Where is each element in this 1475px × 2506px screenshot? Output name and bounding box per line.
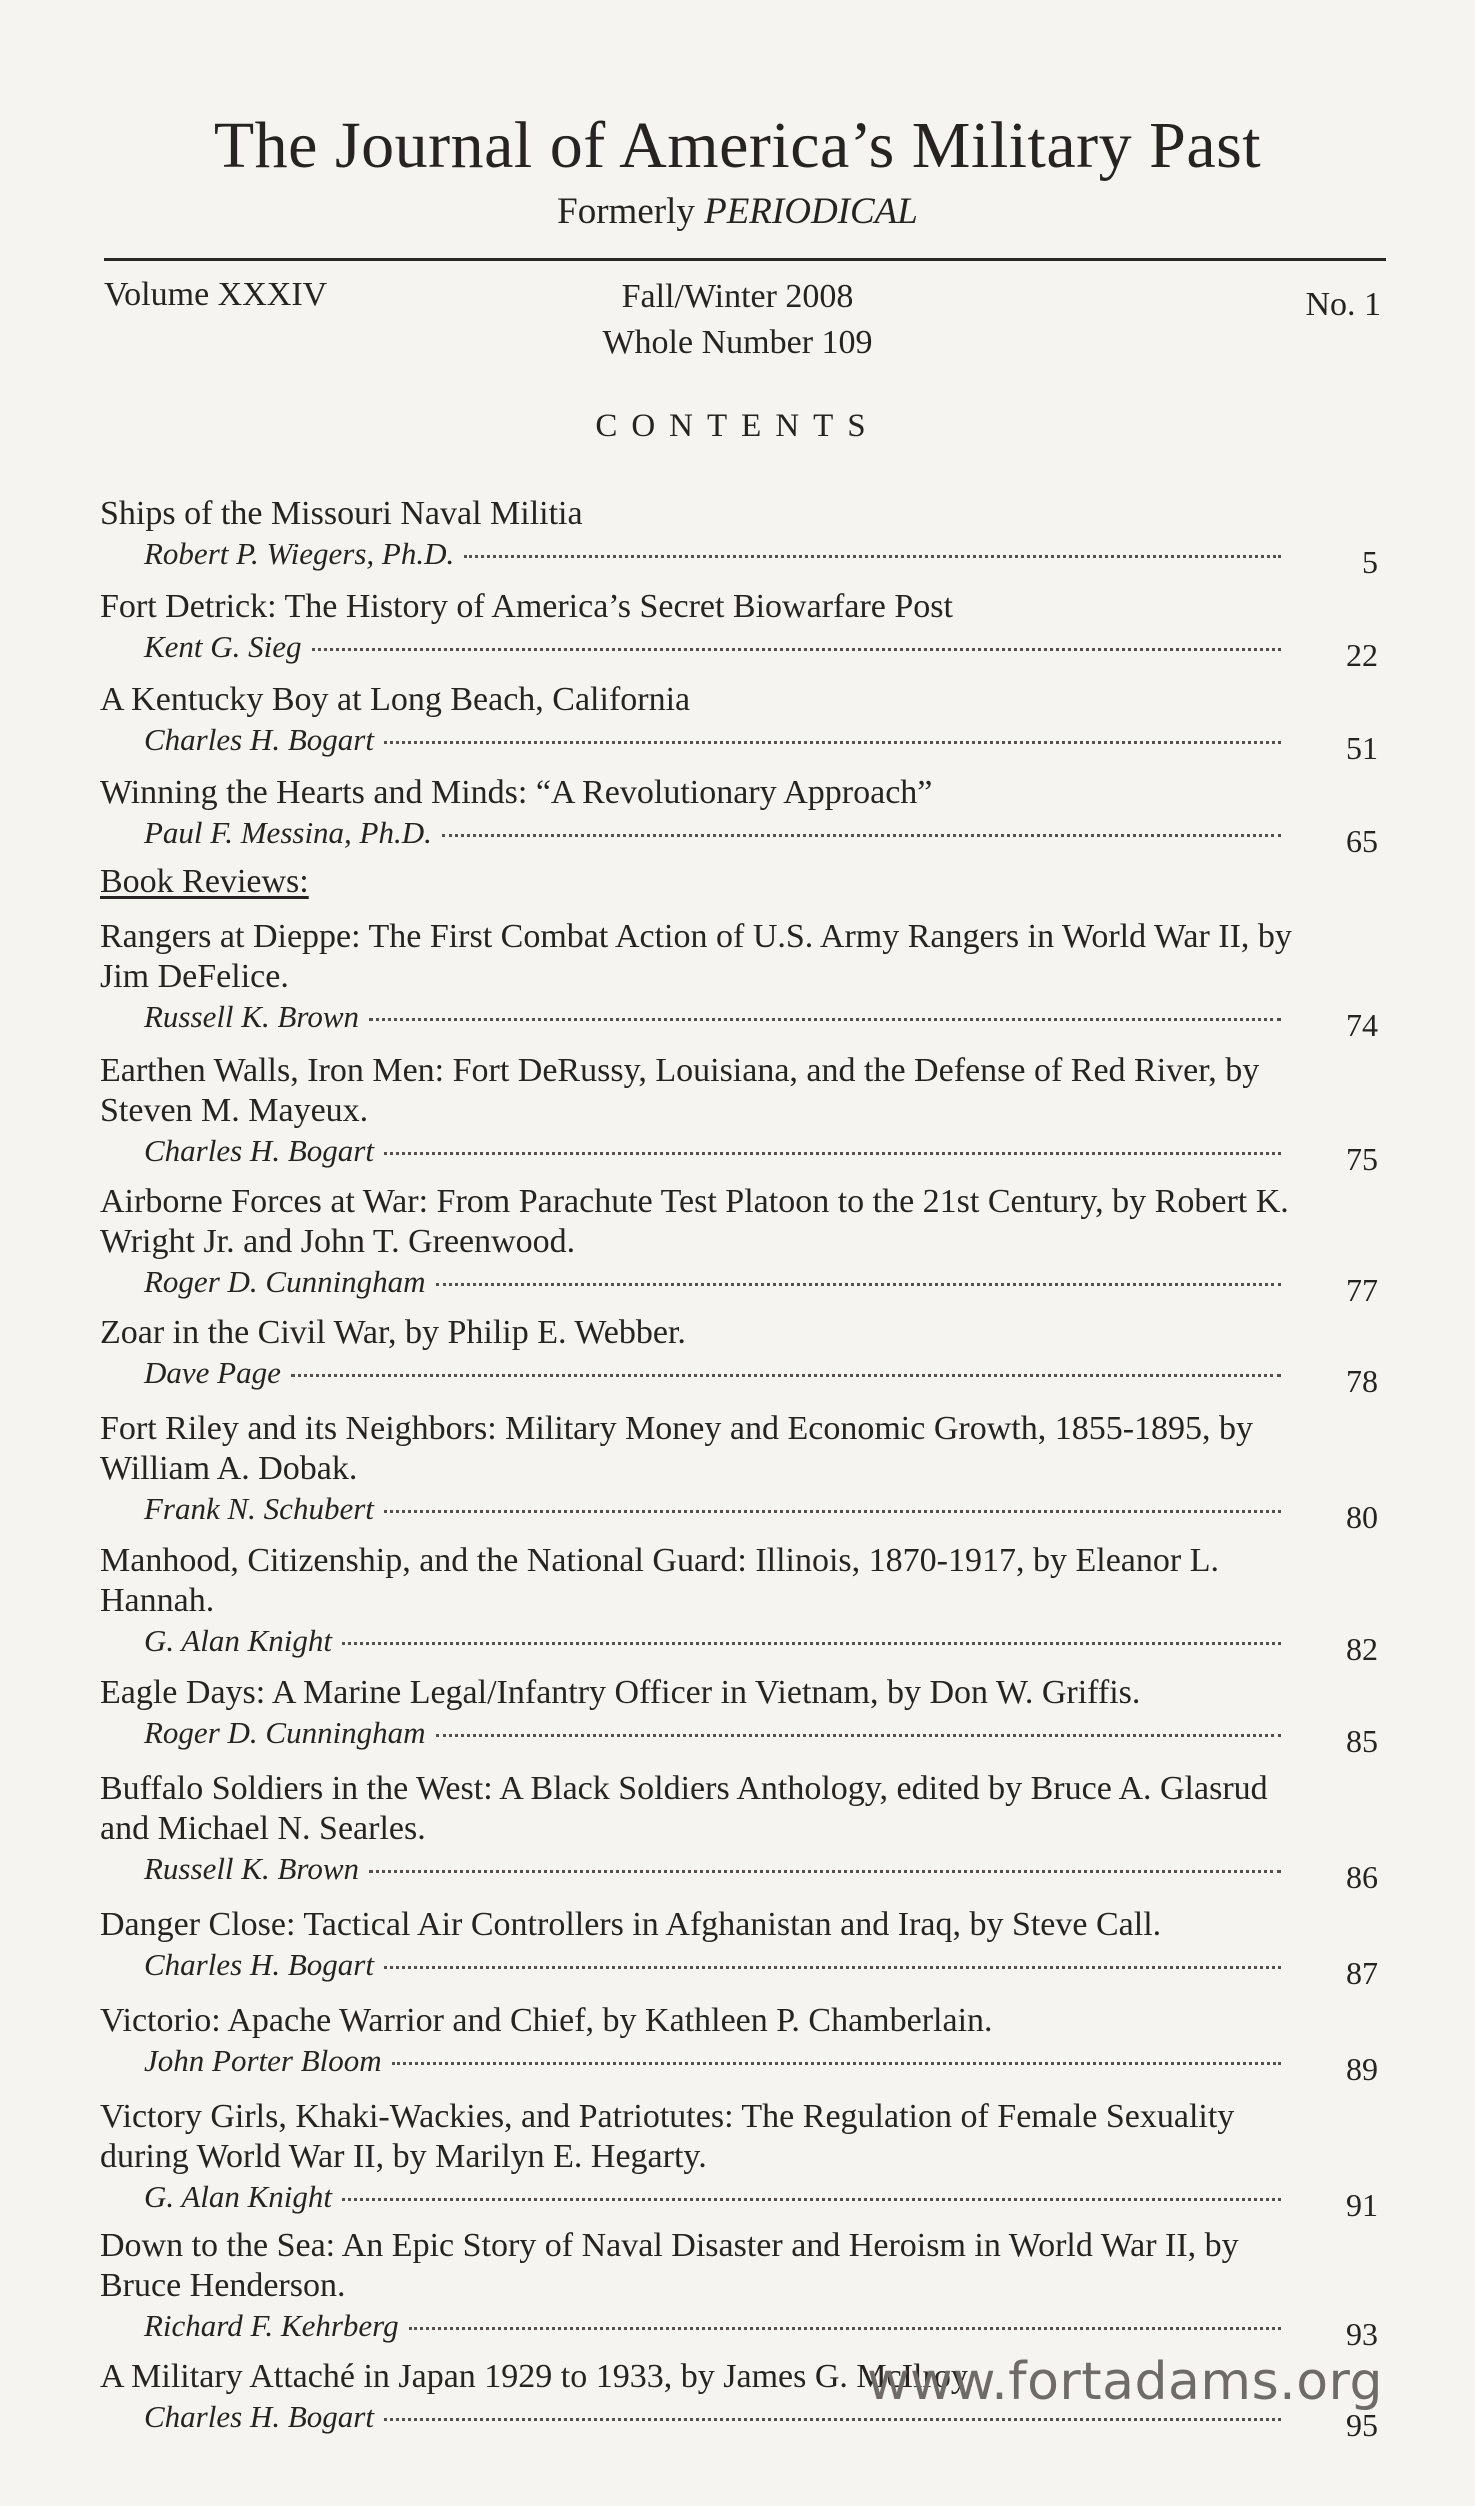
website-watermark: www.fortadams.org bbox=[866, 2352, 1383, 2412]
entry-author: Dave Page bbox=[144, 1355, 281, 1390]
entry-page-number: 65 bbox=[1346, 823, 1378, 859]
entry-page-number: 77 bbox=[1346, 1272, 1378, 1308]
entry-page-number: 85 bbox=[1346, 1723, 1378, 1759]
entry-title: Victorio: Apache Warrior and Chief, by Kathleen P. Chamberlain. bbox=[100, 2002, 993, 2039]
dot-leader bbox=[384, 1152, 1281, 1155]
entry-page-number: 91 bbox=[1346, 2187, 1378, 2223]
entry-title: A Kentucky Boy at Long Beach, California bbox=[100, 681, 691, 718]
toc-entry bbox=[100, 2097, 1390, 2223]
entry-title: Rangers at Dieppe: The First Combat Action of U.S. Army Rangers in World War II, by Jim DeFelice. bbox=[100, 918, 1292, 995]
issue-number: No. 1 bbox=[1305, 286, 1381, 323]
entry-page-number: 86 bbox=[1346, 1859, 1378, 1895]
entry-author: Russell K. Brown bbox=[144, 1851, 360, 1886]
entry-author: Charles H. Bogart bbox=[144, 1133, 374, 1168]
entry-page-number: 51 bbox=[1346, 730, 1378, 766]
toc-entry bbox=[100, 2001, 1390, 2087]
entry-title: Danger Close: Tactical Air Controllers in Afghanistan and Iraq, by Steve Call. bbox=[100, 1906, 1162, 1943]
dot-leader bbox=[312, 648, 1281, 651]
subtitle-former-name: PERIODICAL bbox=[704, 191, 918, 232]
entry-page-number: 82 bbox=[1346, 1631, 1378, 1667]
entry-page-number: 5 bbox=[1362, 544, 1378, 580]
entry-author: Kent G. Sieg bbox=[144, 629, 302, 664]
entry-author: Roger D. Cunningham bbox=[144, 1715, 426, 1750]
entry-page-number: 74 bbox=[1346, 1007, 1378, 1043]
entry-title: Fort Riley and its Neighbors: Military Money and Economic Growth, 1855-1895, by William A. Dobak. bbox=[100, 1410, 1254, 1487]
dot-leader bbox=[436, 1283, 1281, 1286]
toc-entry bbox=[100, 1673, 1390, 1759]
entry-title: Down to the Sea: An Epic Story of Naval Disaster and Heroism in World War II, by Bruce Henderson. bbox=[100, 2227, 1239, 2304]
entry-page-number: 80 bbox=[1346, 1499, 1378, 1535]
entry-title: A Military Attaché in Japan 1929 to 1933, by James G. McIlroy. bbox=[100, 2358, 975, 2395]
entry-page-number: 89 bbox=[1346, 2051, 1378, 2087]
dot-leader bbox=[384, 1510, 1281, 1513]
toc-entry bbox=[100, 1051, 1390, 1177]
entry-title: Zoar in the Civil War, by Philip E. Webber. bbox=[100, 1314, 686, 1351]
entry-author: G. Alan Knight bbox=[144, 2179, 333, 2214]
dot-leader bbox=[409, 2327, 1281, 2330]
entry-title: Buffalo Soldiers in the West: A Black Soldiers Anthology, edited by Bruce A. Glasrud and Michael N. Searles. bbox=[100, 1770, 1268, 1847]
dot-leader bbox=[442, 834, 1281, 837]
entry-author: John Porter Bloom bbox=[144, 2043, 382, 2078]
entry-title: Eagle Days: A Marine Legal/Infantry Officer in Vietnam, by Don W. Griffis. bbox=[100, 1674, 1141, 1711]
toc-entry bbox=[100, 1905, 1390, 1991]
toc-entry bbox=[100, 1409, 1390, 1535]
dot-leader bbox=[436, 1734, 1281, 1737]
dot-leader bbox=[464, 555, 1281, 558]
toc-entry bbox=[100, 587, 1390, 673]
issue-date: Fall/Winter 2008 bbox=[621, 278, 854, 315]
toc-entry bbox=[100, 1182, 1390, 1308]
whole-number: Whole Number 109 bbox=[602, 324, 873, 361]
entry-title: Winning the Hearts and Minds: “A Revolutionary Approach” bbox=[100, 774, 933, 811]
entry-author: Paul F. Messina, Ph.D. bbox=[144, 815, 432, 850]
book-reviews-heading: Book Reviews: bbox=[100, 863, 309, 900]
entry-title: Manhood, Citizenship, and the National Guard: Illinois, 1870-1917, by Eleanor L. Hannah. bbox=[100, 1542, 1219, 1619]
entry-page-number: 78 bbox=[1346, 1363, 1378, 1399]
entry-title: Earthen Walls, Iron Men: Fort DeRussy, Louisiana, and the Defense of Red River, by Steven M. Mayeux. bbox=[100, 1052, 1260, 1129]
toc-entry bbox=[100, 1313, 1390, 1399]
dot-leader bbox=[342, 1642, 1281, 1645]
entry-page-number: 93 bbox=[1346, 2316, 1378, 2352]
dot-leader bbox=[384, 2418, 1281, 2421]
toc-entry bbox=[100, 773, 1390, 859]
toc-entry bbox=[100, 680, 1390, 766]
entry-title: Ships of the Missouri Naval Militia bbox=[100, 495, 583, 532]
dot-leader bbox=[384, 1966, 1281, 1969]
toc-entry bbox=[100, 1769, 1390, 1895]
dot-leader bbox=[369, 1018, 1281, 1021]
journal-title: The Journal of America’s Military Past bbox=[213, 109, 1262, 182]
toc-entry bbox=[100, 494, 1390, 580]
dot-leader bbox=[342, 2198, 1281, 2201]
entry-page-number: 22 bbox=[1346, 637, 1378, 673]
header-rule bbox=[104, 258, 1386, 261]
contents-heading: CONTENTS bbox=[595, 408, 880, 444]
entry-page-number: 95 bbox=[1346, 2407, 1378, 2443]
dot-leader bbox=[369, 1870, 1281, 1873]
entry-author: Charles H. Bogart bbox=[144, 1947, 374, 1982]
entry-author: Charles H. Bogart bbox=[144, 722, 374, 757]
entry-author: Frank N. Schubert bbox=[144, 1491, 374, 1526]
entry-title: Fort Detrick: The History of America’s Secret Biowarfare Post bbox=[100, 588, 953, 625]
subtitle-prefix: Formerly bbox=[557, 191, 695, 232]
dot-leader bbox=[291, 1374, 1281, 1377]
entry-page-number: 87 bbox=[1346, 1955, 1378, 1991]
entry-author: Roger D. Cunningham bbox=[144, 1264, 426, 1299]
dot-leader bbox=[384, 741, 1281, 744]
toc-entry bbox=[100, 2226, 1390, 2352]
entry-page-number: 75 bbox=[1346, 1141, 1378, 1177]
entry-author: Robert P. Wiegers, Ph.D. bbox=[144, 536, 455, 571]
dot-leader bbox=[392, 2062, 1281, 2065]
entry-author: Charles H. Bogart bbox=[144, 2399, 374, 2434]
entry-author: Richard F. Kehrberg bbox=[144, 2308, 399, 2343]
entry-title: Victory Girls, Khaki-Wackies, and Patriotutes: The Regulation of Female Sexuality during World War II, by Marilyn E. Hegarty. bbox=[100, 2098, 1235, 2175]
toc-entry bbox=[100, 1541, 1390, 1667]
toc-entry bbox=[100, 917, 1390, 1043]
journal-subtitle bbox=[0, 190, 1475, 233]
volume-label: Volume XXXIV bbox=[104, 276, 328, 313]
entry-title: Airborne Forces at War: From Parachute Test Platoon to the 21st Century, by Robert K. Wright Jr. and John T. Greenwood. bbox=[100, 1183, 1289, 1260]
entry-author: Russell K. Brown bbox=[144, 999, 360, 1034]
entry-author: G. Alan Knight bbox=[144, 1623, 333, 1658]
